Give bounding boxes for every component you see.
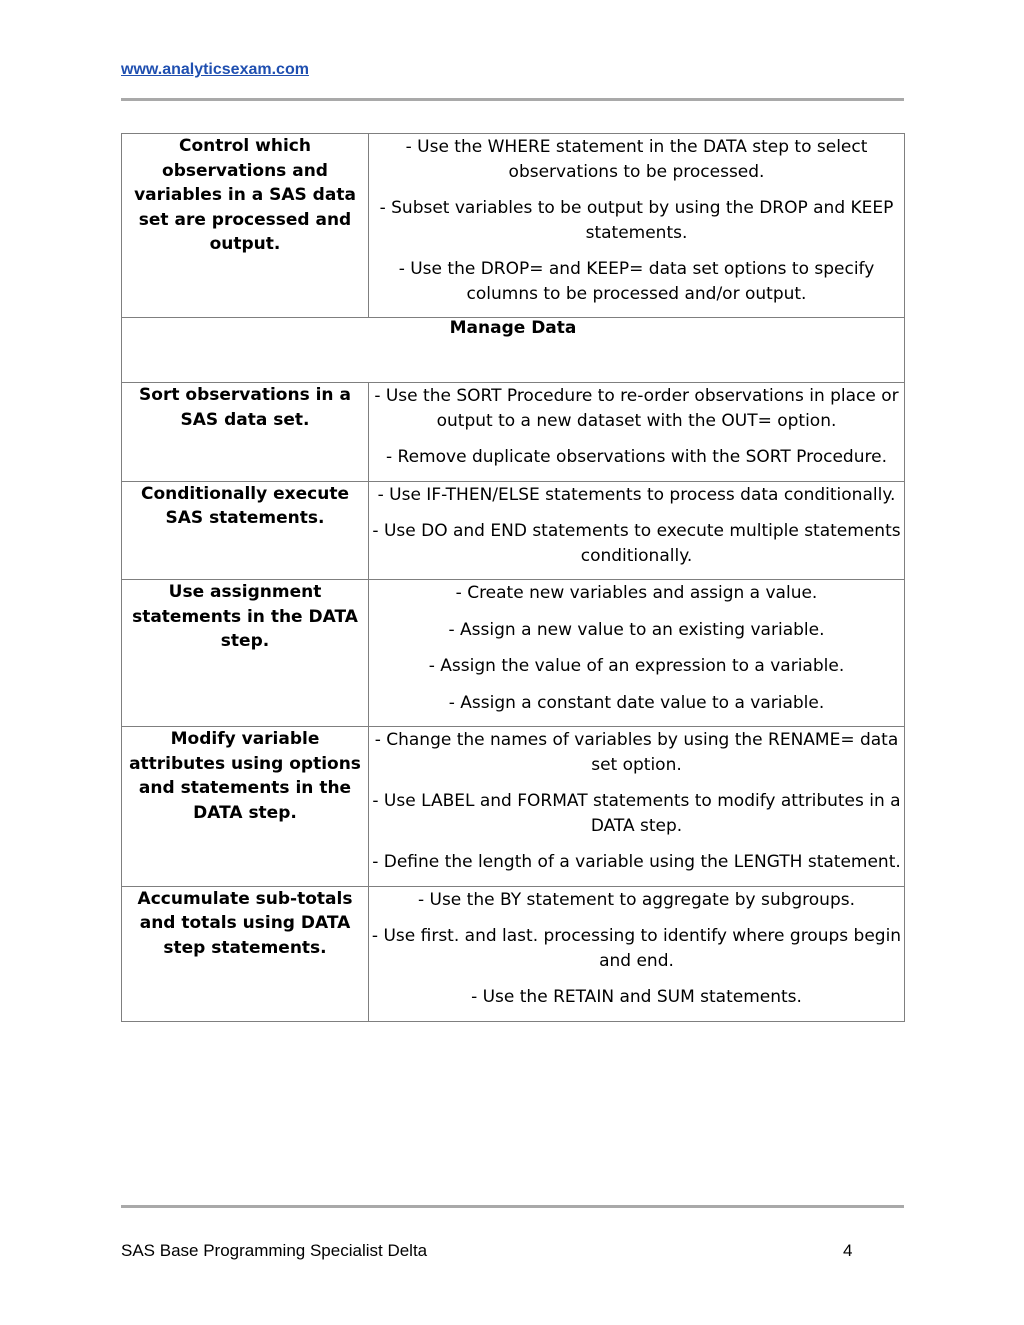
detail-item: - Use the BY statement to aggregate by subgroups.: [417, 889, 856, 910]
header-divider: [121, 98, 904, 101]
table-row: [122, 886, 905, 1021]
objectives-table: [121, 133, 905, 1022]
footer-document-title: SAS Base Programming Specialist Delta: [121, 1241, 428, 1260]
detail-item: - Use first. and last. processing to identify where groups begin and end.: [371, 926, 902, 971]
detail-cell: [369, 727, 905, 887]
website-link[interactable]: www.analyticsexam.com: [121, 61, 309, 78]
topic-text: Modify variable attributes using options and statements in the DATA step.: [129, 729, 361, 823]
detail-item: - Use DO and END statements to execute multiple statements conditionally.: [372, 521, 901, 566]
topic-cell: [122, 134, 369, 318]
section-row: [122, 318, 905, 383]
detail-item: - Use the RETAIN and SUM statements.: [471, 987, 802, 1007]
table-row: [122, 727, 905, 887]
page-number: 4: [843, 1241, 853, 1260]
detail-item: - Define the length of a variable using the LENGTH statement.: [372, 852, 901, 872]
topic-cell: [122, 580, 369, 727]
detail-item: - Use the SORT Procedure to re-order observations in place or output to a new dataset with the OUT= option.: [374, 386, 899, 431]
detail-cell: [369, 886, 905, 1021]
table-row: [122, 134, 905, 318]
topic-text: Conditionally execute SAS statements.: [141, 483, 349, 528]
detail-cell: [369, 481, 905, 580]
topic-cell: [122, 481, 369, 580]
detail-cell: [369, 580, 905, 727]
detail-item: - Use the DROP= and KEEP= data set options to specify columns to be processed and/or output.: [398, 259, 875, 304]
detail-item: - Subset variables to be output by using the DROP and KEEP statements.: [379, 198, 894, 243]
topic-text: Accumulate sub-totals and totals using DATA step statements.: [137, 888, 353, 958]
detail-item: - Use the WHERE statement in the DATA step to select observations to be processed.: [405, 137, 868, 182]
topic-text: Control which observations and variables in a SAS data set are processed and output.: [134, 136, 356, 254]
topic-cell: [122, 383, 369, 482]
table-row: [122, 481, 905, 580]
detail-item: - Assign a new value to an existing variable.: [448, 619, 825, 640]
section-heading: Manage Data: [122, 318, 905, 383]
table-row: [122, 580, 905, 727]
detail-cell: [369, 383, 905, 482]
table-row: [122, 383, 905, 482]
detail-item: - Use IF-THEN/ELSE statements to process data conditionally.: [377, 484, 896, 505]
footer-divider: [121, 1205, 904, 1208]
detail-cell: [369, 134, 905, 318]
topic-cell: [122, 727, 369, 887]
detail-item: - Change the names of variables by using the RENAME= data set option.: [374, 730, 899, 775]
detail-item: - Use LABEL and FORMAT statements to modify attributes in a DATA step.: [372, 791, 901, 836]
topic-text: Sort observations in a SAS data set.: [139, 385, 351, 430]
detail-item: - Create new variables and assign a value.: [455, 583, 818, 603]
detail-item: - Assign a constant date value to a variable.: [448, 692, 825, 713]
topic-cell: [122, 886, 369, 1021]
detail-item: - Assign the value of an expression to a variable.: [428, 656, 845, 676]
topic-text: Use assignment statements in the DATA step.: [132, 582, 358, 651]
detail-item: - Remove duplicate observations with the SORT Procedure.: [386, 447, 887, 467]
